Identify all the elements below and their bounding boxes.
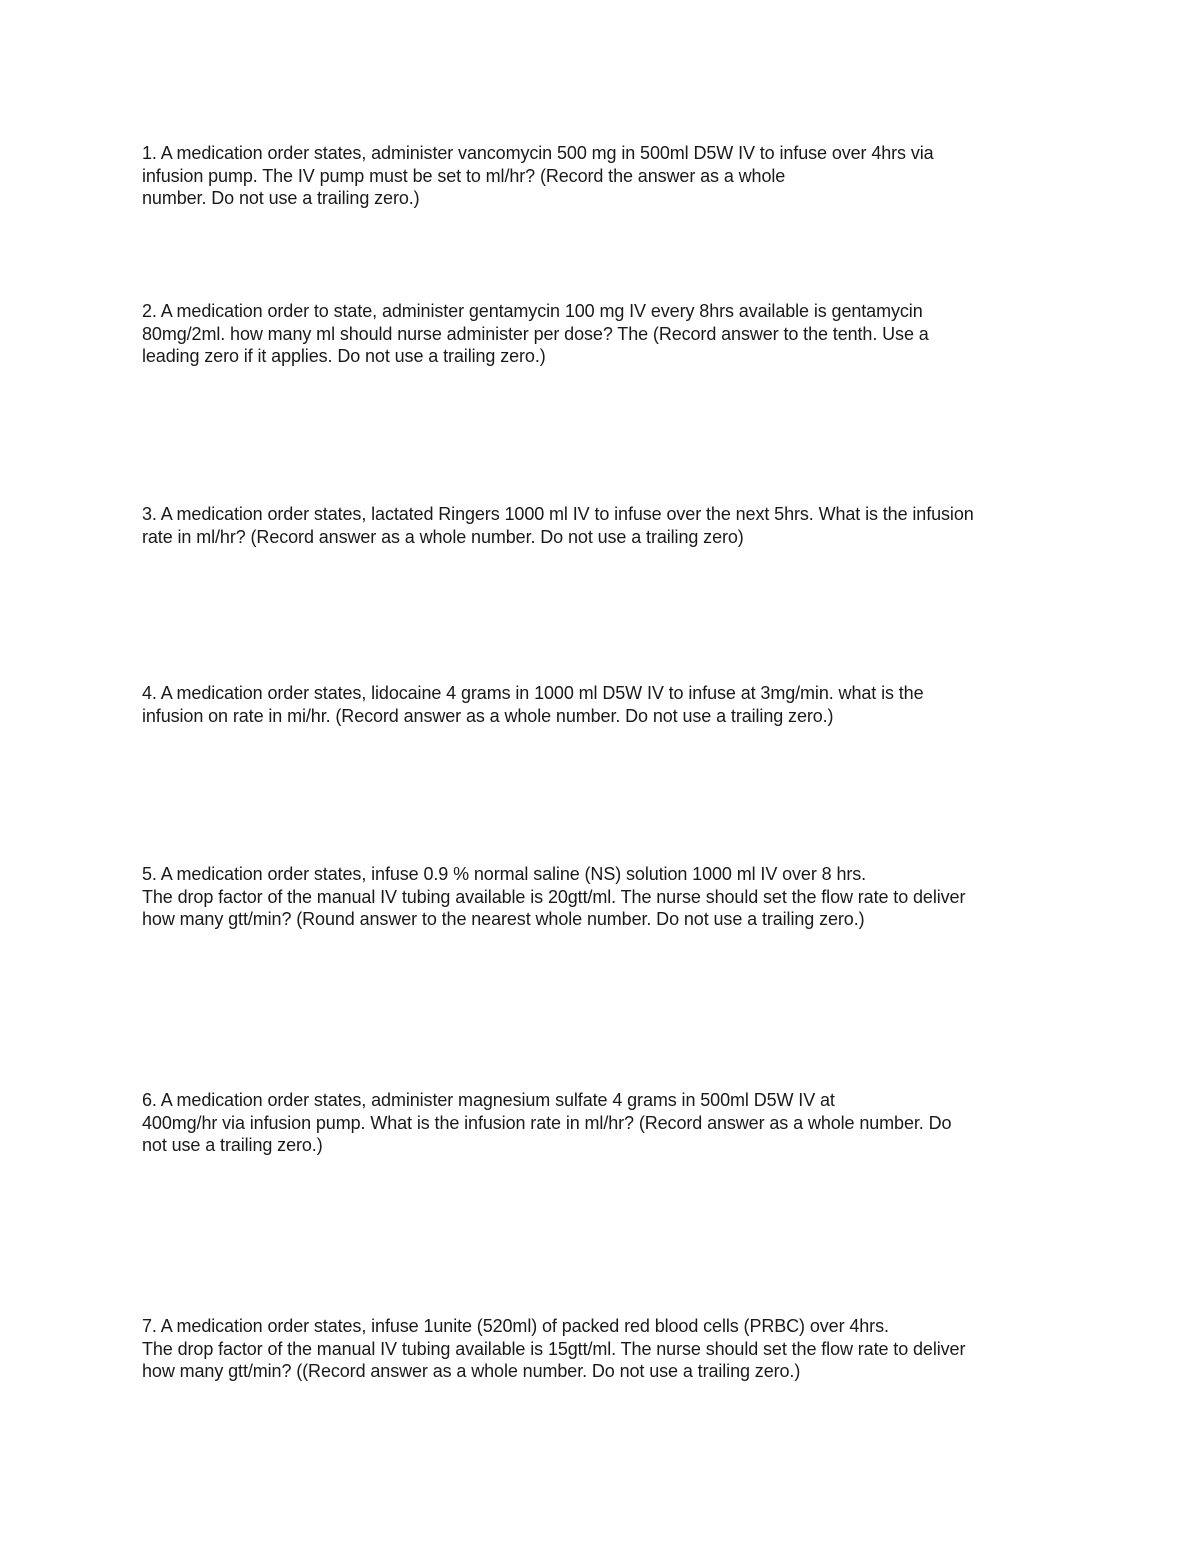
question-text-line: 80mg/2ml. how many ml should nurse administer per dose? The (Record answer to the tenth. Use a	[142, 323, 929, 344]
question-text-line: how many gtt/min? (Round answer to the nearest whole number. Do not use a trailing zero.)	[142, 909, 865, 929]
question-text-line: infusion pump. The IV pump must be set to ml/hr? (Record the answer as a whole	[142, 165, 786, 186]
question-text-line: leading zero if it applies. Do not use a trailing zero.)	[142, 346, 546, 366]
question-7	[142, 1315, 1072, 1383]
question-text-line: 1. A medication order states, administer vancomycin 500 mg in 500ml D5W IV to infuse over 4hrs via	[142, 143, 934, 163]
question-text-line: how many gtt/min? ((Record answer as a whole number. Do not use a trailing zero.)	[142, 1361, 801, 1381]
question-text-line: 7. A medication order states, infuse 1unite (520ml) of packed red blood cells (PRBC) over 4hrs.	[142, 1316, 889, 1336]
question-text-line: 2. A medication order to state, administer gentamycin 100 mg IV every 8hrs available is gentamycin	[142, 301, 923, 321]
question-text-line: infusion on rate in mi/hr. (Record answer as a whole number. Do not use a trailing zero.)	[142, 705, 834, 726]
question-3	[142, 503, 1072, 548]
question-text-line: The drop factor of the manual IV tubing available is 20gtt/ml. The nurse should set the flow rate to deliver	[142, 886, 966, 907]
question-1	[142, 142, 1072, 210]
question-text-line: number. Do not use a trailing zero.)	[142, 188, 420, 208]
question-text-line: 6. A medication order states, administer magnesium sulfate 4 grams in 500ml D5W IV at	[142, 1090, 835, 1110]
question-text-line: The drop factor of the manual IV tubing available is 15gtt/ml. The nurse should set the flow rate to deliver	[142, 1338, 966, 1359]
question-2	[142, 300, 1072, 368]
question-text-line: 3. A medication order states, lactated Ringers 1000 ml IV to infuse over the next 5hrs. What is the infusion	[142, 504, 974, 524]
question-text-line: 5. A medication order states, infuse 0.9 % normal saline (NS) solution 1000 ml IV over 8 hrs.	[142, 864, 867, 884]
question-5	[142, 863, 1072, 931]
question-text-line: 400mg/hr via infusion pump. What is the infusion rate in ml/hr? (Record answer as a whole number. Do	[142, 1112, 952, 1133]
question-4	[142, 682, 1072, 727]
question-text-line: 4. A medication order states, lidocaine 4 grams in 1000 ml D5W IV to infuse at 3mg/min. what is the	[142, 683, 924, 703]
question-text-line: rate in ml/hr? (Record answer as a whole number. Do not use a trailing zero)	[142, 526, 744, 547]
question-text-line: not use a trailing zero.)	[142, 1135, 323, 1155]
question-6	[142, 1089, 1072, 1157]
